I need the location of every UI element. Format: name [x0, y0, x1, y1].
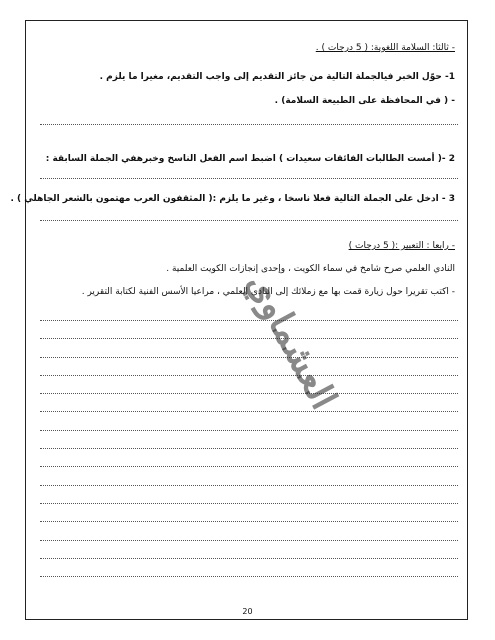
essay-line — [40, 357, 458, 358]
essay-line — [40, 521, 458, 522]
essay-line — [40, 466, 458, 467]
essay-line — [40, 375, 458, 376]
essay-line — [40, 393, 458, 394]
essay-line — [40, 576, 458, 577]
page-number: 20 — [242, 607, 253, 616]
question1-sentence: - ( في المحافظة على الطبيعة السلامة) . — [274, 96, 455, 106]
answer-line — [40, 178, 458, 179]
essay-line — [40, 540, 458, 541]
section4-task: - اكتب تقريرا حول زيارة قمت بها مع زملائك إلى النادي العلمي ، مراعيا الأسس الفنية لكتابة التقرير . — [81, 287, 455, 297]
essay-line — [40, 338, 458, 339]
answer-line — [40, 220, 458, 221]
essay-line — [40, 558, 458, 559]
section4-intro: النادي العلمي صرح شامخ في سماء الكويت ، وإحدى إنجازات الكويت العلمية . — [166, 264, 455, 274]
question2-prompt: 2 -( أمست الطالبات الفائقات سعيدات ) اضبط اسم الفعل الناسخ وخبرهفي الجملة السابقة : — [45, 154, 455, 164]
essay-line — [40, 503, 458, 504]
essay-line — [40, 448, 458, 449]
essay-line — [40, 320, 458, 321]
question1-prompt: 1- حوّل الخبر فيالجملة التالية من جائز التقديم إلى واجب التقديم، مغيرا ما يلزم . — [99, 72, 455, 82]
section4-heading: - رابعا : التعبير :( 5 درجات ) — [348, 241, 455, 251]
answer-line — [40, 124, 458, 125]
watermark: العشماوي — [238, 265, 346, 417]
essay-line — [40, 430, 458, 431]
essay-line — [40, 411, 458, 412]
essay-line — [40, 485, 458, 486]
section3-heading: - ثالثا: السلامة اللغوية: ( 5 درجات ) . — [315, 43, 455, 53]
question3-prompt: 3 - ادخل على الجملة التالية فعلا ناسخا ، وغير ما يلزم :( المثقفون العرب مهتمون بالشعر الجاهلي ) . — [10, 194, 455, 204]
